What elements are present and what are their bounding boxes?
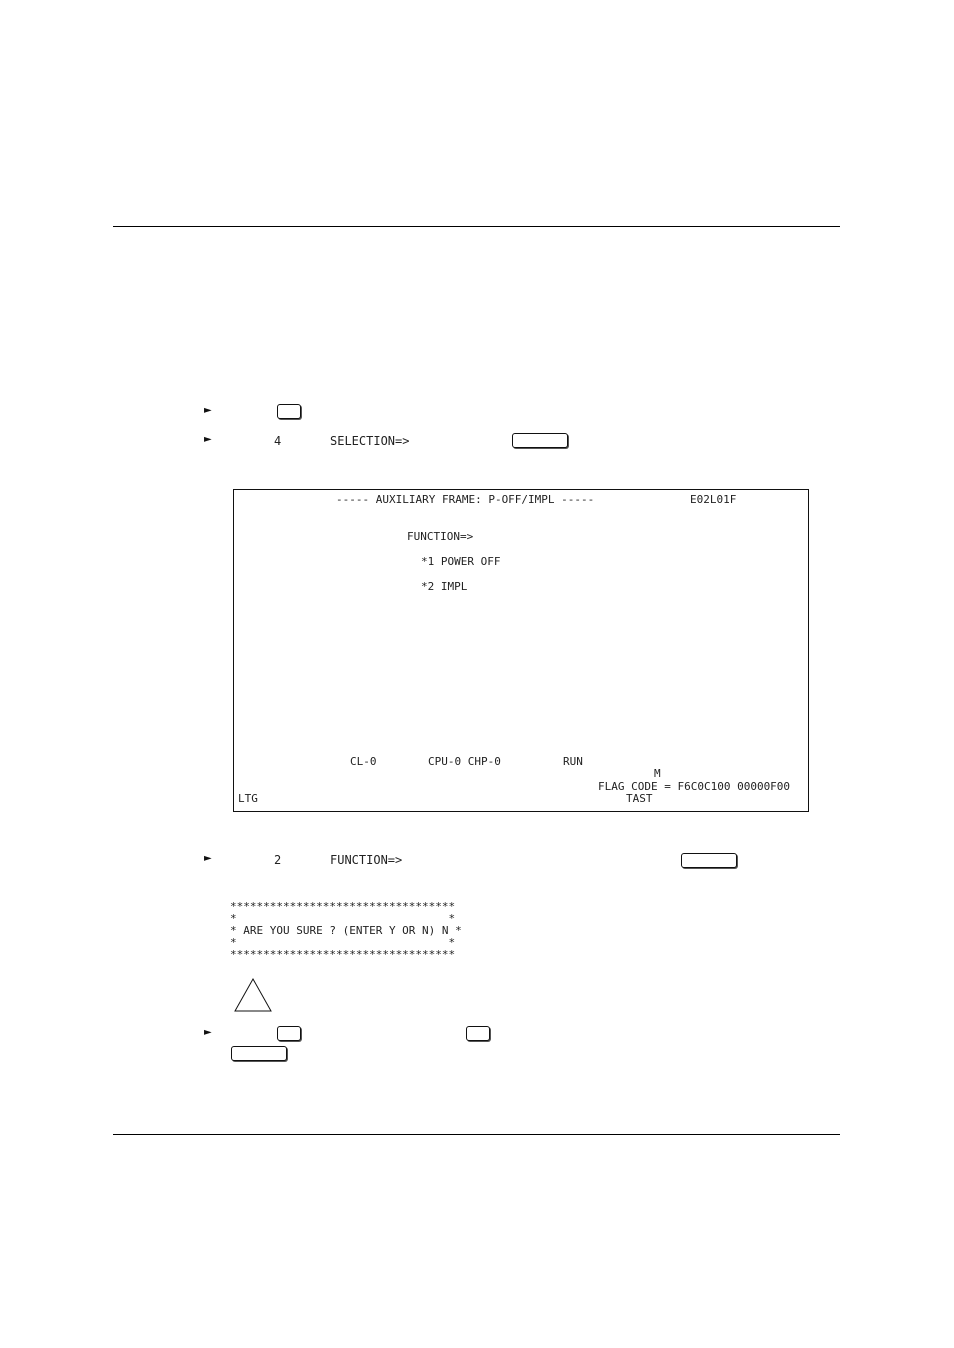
top-rule bbox=[113, 226, 840, 227]
status-left: LTG bbox=[238, 792, 258, 805]
bullet-arrow-icon: ► bbox=[204, 853, 212, 864]
option-impl: *2 IMPL bbox=[421, 580, 468, 593]
bullet-arrow-icon: ► bbox=[204, 434, 212, 445]
bottom-rule bbox=[113, 1134, 840, 1135]
status-run: RUN bbox=[563, 755, 583, 768]
screen-header: ----- AUXILIARY FRAME: P-OFF/IMPL ----- bbox=[336, 493, 595, 506]
keyboard-key[interactable] bbox=[277, 1026, 301, 1041]
confirm-box bbox=[230, 901, 462, 961]
enter-key[interactable] bbox=[681, 853, 737, 868]
bullet-arrow-icon: ► bbox=[204, 1027, 212, 1038]
step3-option: 2 bbox=[274, 853, 282, 867]
enter-key[interactable] bbox=[231, 1046, 287, 1061]
enter-key[interactable] bbox=[512, 433, 568, 448]
step2-prompt: SELECTION=> bbox=[330, 434, 410, 448]
confirm-line: * ARE YOU SURE ? (ENTER Y OR N) N * bbox=[230, 924, 462, 937]
confirm-line: ********************************** bbox=[230, 900, 456, 913]
keyboard-key[interactable] bbox=[466, 1026, 490, 1041]
function-prompt: FUNCTION=> bbox=[407, 530, 474, 543]
confirm-line: * * bbox=[230, 912, 456, 925]
confirm-line: ********************************** bbox=[230, 948, 456, 961]
terminal-screen bbox=[233, 489, 809, 812]
status-mode: M bbox=[654, 767, 661, 780]
flag-code: FLAG CODE = F6C0C100 00000F00 bbox=[598, 780, 791, 793]
status-cpu: CPU-0 CHP-0 bbox=[428, 755, 501, 768]
keyboard-key[interactable] bbox=[277, 404, 301, 419]
warning-triangle-icon bbox=[233, 977, 273, 1013]
status-cl: CL-0 bbox=[350, 755, 377, 768]
bullet-arrow-icon: ► bbox=[204, 405, 212, 416]
step2-option: 4 bbox=[274, 434, 282, 448]
step3-prompt: FUNCTION=> bbox=[330, 853, 403, 867]
status-tast: TAST bbox=[626, 792, 653, 805]
confirm-line: * * bbox=[230, 936, 456, 949]
frame-id: E02L01F bbox=[690, 493, 737, 506]
option-power-off: *1 POWER OFF bbox=[421, 555, 501, 568]
